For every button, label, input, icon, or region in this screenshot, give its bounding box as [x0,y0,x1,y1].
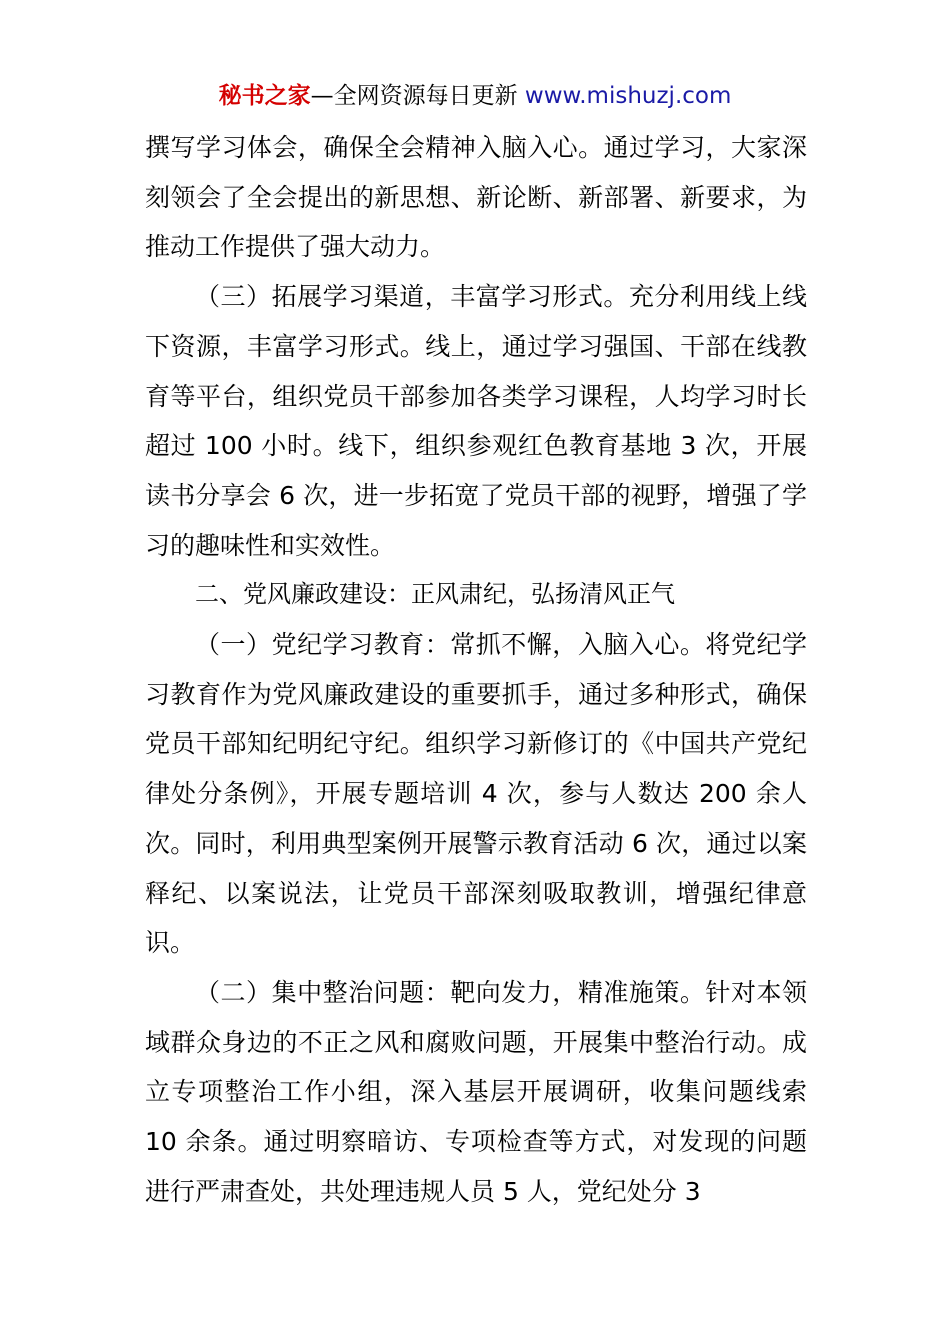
paragraph-continuation: 撰写学习体会，确保全会精神入脑入心。通过学习，大家深刻领会了全会提出的新思想、新论断、新部署、新要求，为推动工作提供了强大动力。 [145,133,807,262]
paragraph-discipline-education: （一）党纪学习教育：常抓不懈，入脑入心。将党纪学习教育作为党风廉政建设的重要抓手，通过多种形式，确保党员干部知纪明纪守纪。组织学习新修订的《中国共产党纪律处分条例》，开展专题培训 4 次，参与人数达 200 余人次。同时，利用典型案例开展警示教育活动 6 次，通过以案释纪、以案说法，让党员干部深刻吸取教训，增强纪律意识。 [145,630,807,958]
header-url-link[interactable]: www.mishuzj.com [524,83,732,109]
paragraph-rectification: （二）集中整治问题：靶向发力，精准施策。针对本领域群众身边的不正之风和腐败问题，开展集中整治行动。成立专项整治工作小组，深入基层开展调研，收集问题线索 10 余条。通过明察暗访、专项检查等方式，对发现的问题进行严肃查处，共处理违规人员 5 人，党纪处分 3 [145,977,807,1206]
page-header [0,80,950,112]
document-body [145,123,807,1216]
section-heading-integrity: 二、党风廉政建设：正风肃纪，弘扬清风正气 [195,580,675,609]
header-tagline: —全网资源每日更新 [310,83,525,109]
paragraph-learning-channels: （三）拓展学习渠道，丰富学习形式。充分利用线上线下资源，丰富学习形式。线上，通过学习强国、干部在线教育等平台，组织党员干部参加各类学习课程，人均学习时长超过 100 小时。线下，组织参观红色教育基地 3 次，开展读书分享会 6 次，进一步拓宽了党员干部的视野，增强了学习的趣味性和实效性。 [145,282,807,560]
header-brand: 秘书之家 [218,83,311,109]
